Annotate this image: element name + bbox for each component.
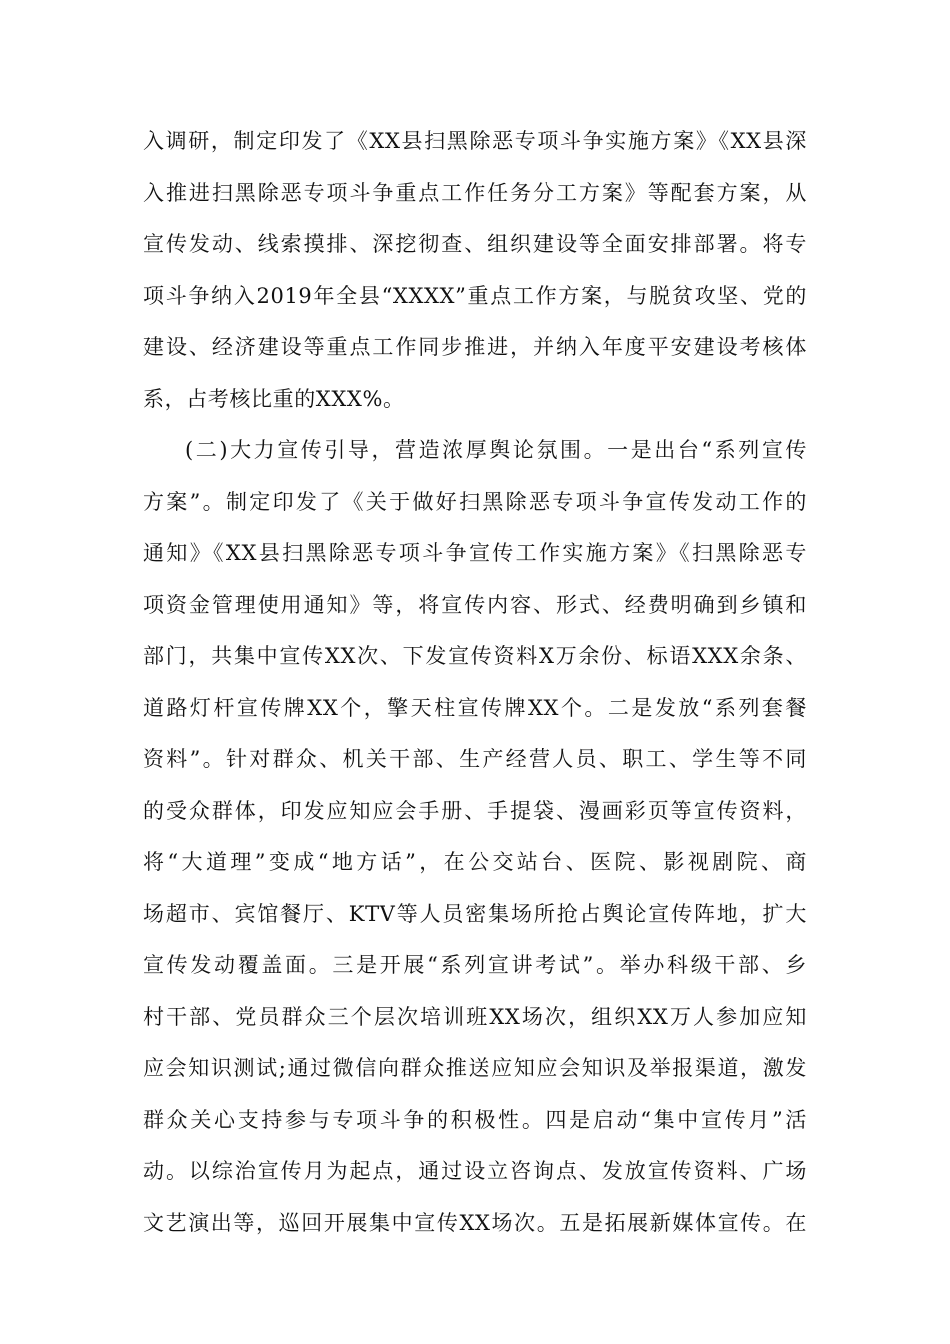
text-line: 通知》《XX县扫黑除恶专项斗争宣传工作实施方案》《扫黑除恶专 <box>143 541 807 565</box>
text-line: 入调研，制定印发了《XX县扫黑除恶专项斗争实施方案》《XX县深 <box>143 129 807 153</box>
text-line: 建设、经济建设等重点工作同步推进，并纳入年度平安建设考核体 <box>143 335 807 359</box>
body-text <box>143 116 807 1249</box>
text-line: 宣传发动、线索摸排、深挖彻查、组织建设等全面安排部署。将专 <box>143 232 807 256</box>
text-line: 群众关心支持参与专项斗争的积极性。四是启动“集中宣传月”活 <box>143 1107 807 1132</box>
text-line: 宣传发动覆盖面。三是开展“系列宣讲考试”。举办科级干部、乡 <box>143 953 807 977</box>
text-line: 动。以综治宣传月为起点，通过设立咨询点、发放宣传资料、广场 <box>143 1159 807 1183</box>
text-line: 场超市、宾馆餐厅、KTV等人员密集场所抢占舆论宣传阵地，扩大 <box>143 901 807 926</box>
text-line: 文艺演出等，巡回开展集中宣传XX场次。五是拓展新媒体宣传。在 <box>143 1210 807 1235</box>
text-line: 将“大道理”变成“地方话”，在公交站台、医院、影视剧院、商 <box>143 850 807 874</box>
text-line-paragraph-end: 系，占考核比重的XXX%。 <box>143 386 405 411</box>
text-line: 应会知识测试;通过微信向群众推送应知应会知识及举报渠道，激发 <box>143 1056 807 1080</box>
text-line: 入推进扫黑除恶专项斗争重点工作任务分工方案》等配套方案，从 <box>143 180 807 205</box>
text-line: 的受众群体，印发应知应会手册、手提袋、漫画彩页等宣传资料， <box>143 798 807 823</box>
text-line: 部门，共集中宣传XX次、下发宣传资料X万余份、标语XXX余条、 <box>143 644 807 668</box>
text-line: 项斗争纳入2019年全县“XXXX”重点工作方案，与脱贫攻坚、党的 <box>143 283 807 308</box>
text-line: 道路灯杆宣传牌XX个，擎天柱宣传牌XX个。二是发放“系列套餐 <box>143 695 807 720</box>
text-line: 村干部、党员群众三个层次培训班XX场次，组织XX万人参加应知 <box>143 1004 807 1029</box>
text-line: 项资金管理使用通知》等，将宣传内容、形式、经费明确到乡镇和 <box>143 592 807 617</box>
text-line-paragraph-start: (二)大力宣传引导，营造浓厚舆论氛围。一是出台“系列宣传 <box>185 438 807 462</box>
text-line: 方案”。制定印发了《关于做好扫黑除恶专项斗争宣传发动工作的 <box>143 489 807 514</box>
text-line: 资料”。针对群众、机关干部、生产经营人员、职工、学生等不同 <box>143 747 807 771</box>
